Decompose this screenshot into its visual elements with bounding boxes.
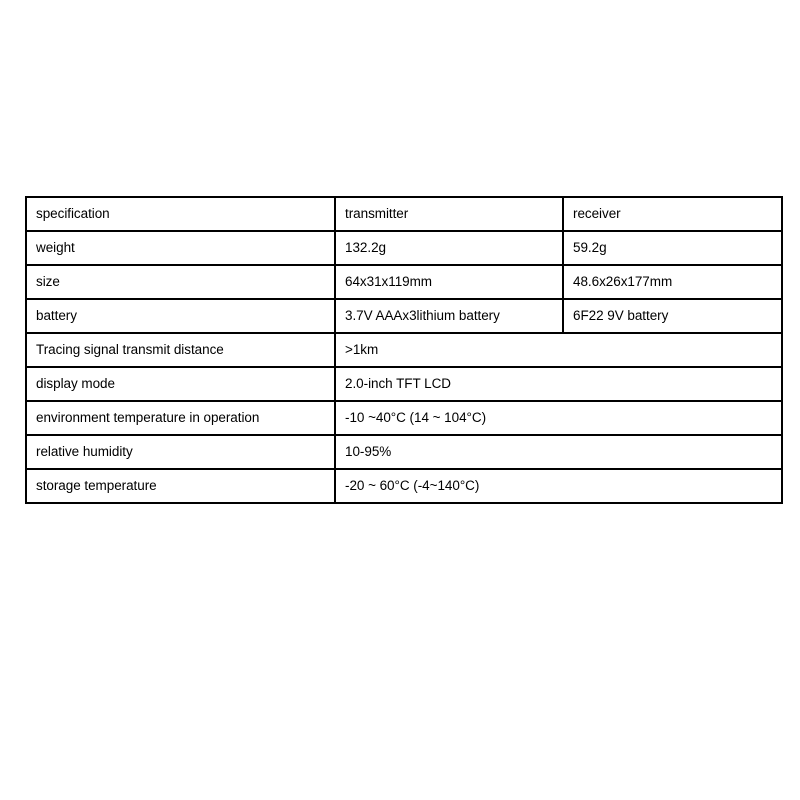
table-row: [26, 367, 782, 401]
spec-merged-value-cell: 2.0-inch TFT LCD: [335, 367, 782, 401]
receiver-value-cell: 6F22 9V battery: [563, 299, 782, 333]
specification-table-container: [25, 196, 781, 504]
spec-merged-value-cell: -10 ~40°C (14 ~ 104°C): [335, 401, 782, 435]
spec-merged-value-cell: >1km: [335, 333, 782, 367]
spec-label-cell: relative humidity: [26, 435, 335, 469]
table-row: [26, 469, 782, 503]
table-row: [26, 197, 782, 231]
spec-label-cell: size: [26, 265, 335, 299]
table-row: [26, 299, 782, 333]
transmitter-value-cell: 64x31x119mm: [335, 265, 563, 299]
table-row: [26, 265, 782, 299]
table-row: [26, 435, 782, 469]
spec-label-cell: storage temperature: [26, 469, 335, 503]
spec-merged-value-cell: 10-95%: [335, 435, 782, 469]
spec-label-cell: specification: [26, 197, 335, 231]
table-row: [26, 401, 782, 435]
specification-table: [25, 196, 783, 504]
spec-label-cell: weight: [26, 231, 335, 265]
table-row: [26, 231, 782, 265]
table-row: [26, 333, 782, 367]
spec-label-cell: Tracing signal transmit distance: [26, 333, 335, 367]
spec-label-cell: environment temperature in operation: [26, 401, 335, 435]
spec-label-cell: display mode: [26, 367, 335, 401]
specification-table-body: [26, 197, 782, 503]
receiver-value-cell: receiver: [563, 197, 782, 231]
spec-label-cell: battery: [26, 299, 335, 333]
transmitter-value-cell: 132.2g: [335, 231, 563, 265]
receiver-value-cell: 59.2g: [563, 231, 782, 265]
transmitter-value-cell: 3.7V AAAx3lithium battery: [335, 299, 563, 333]
transmitter-value-cell: transmitter: [335, 197, 563, 231]
receiver-value-cell: 48.6x26x177mm: [563, 265, 782, 299]
spec-merged-value-cell: -20 ~ 60°C (-4~140°C): [335, 469, 782, 503]
